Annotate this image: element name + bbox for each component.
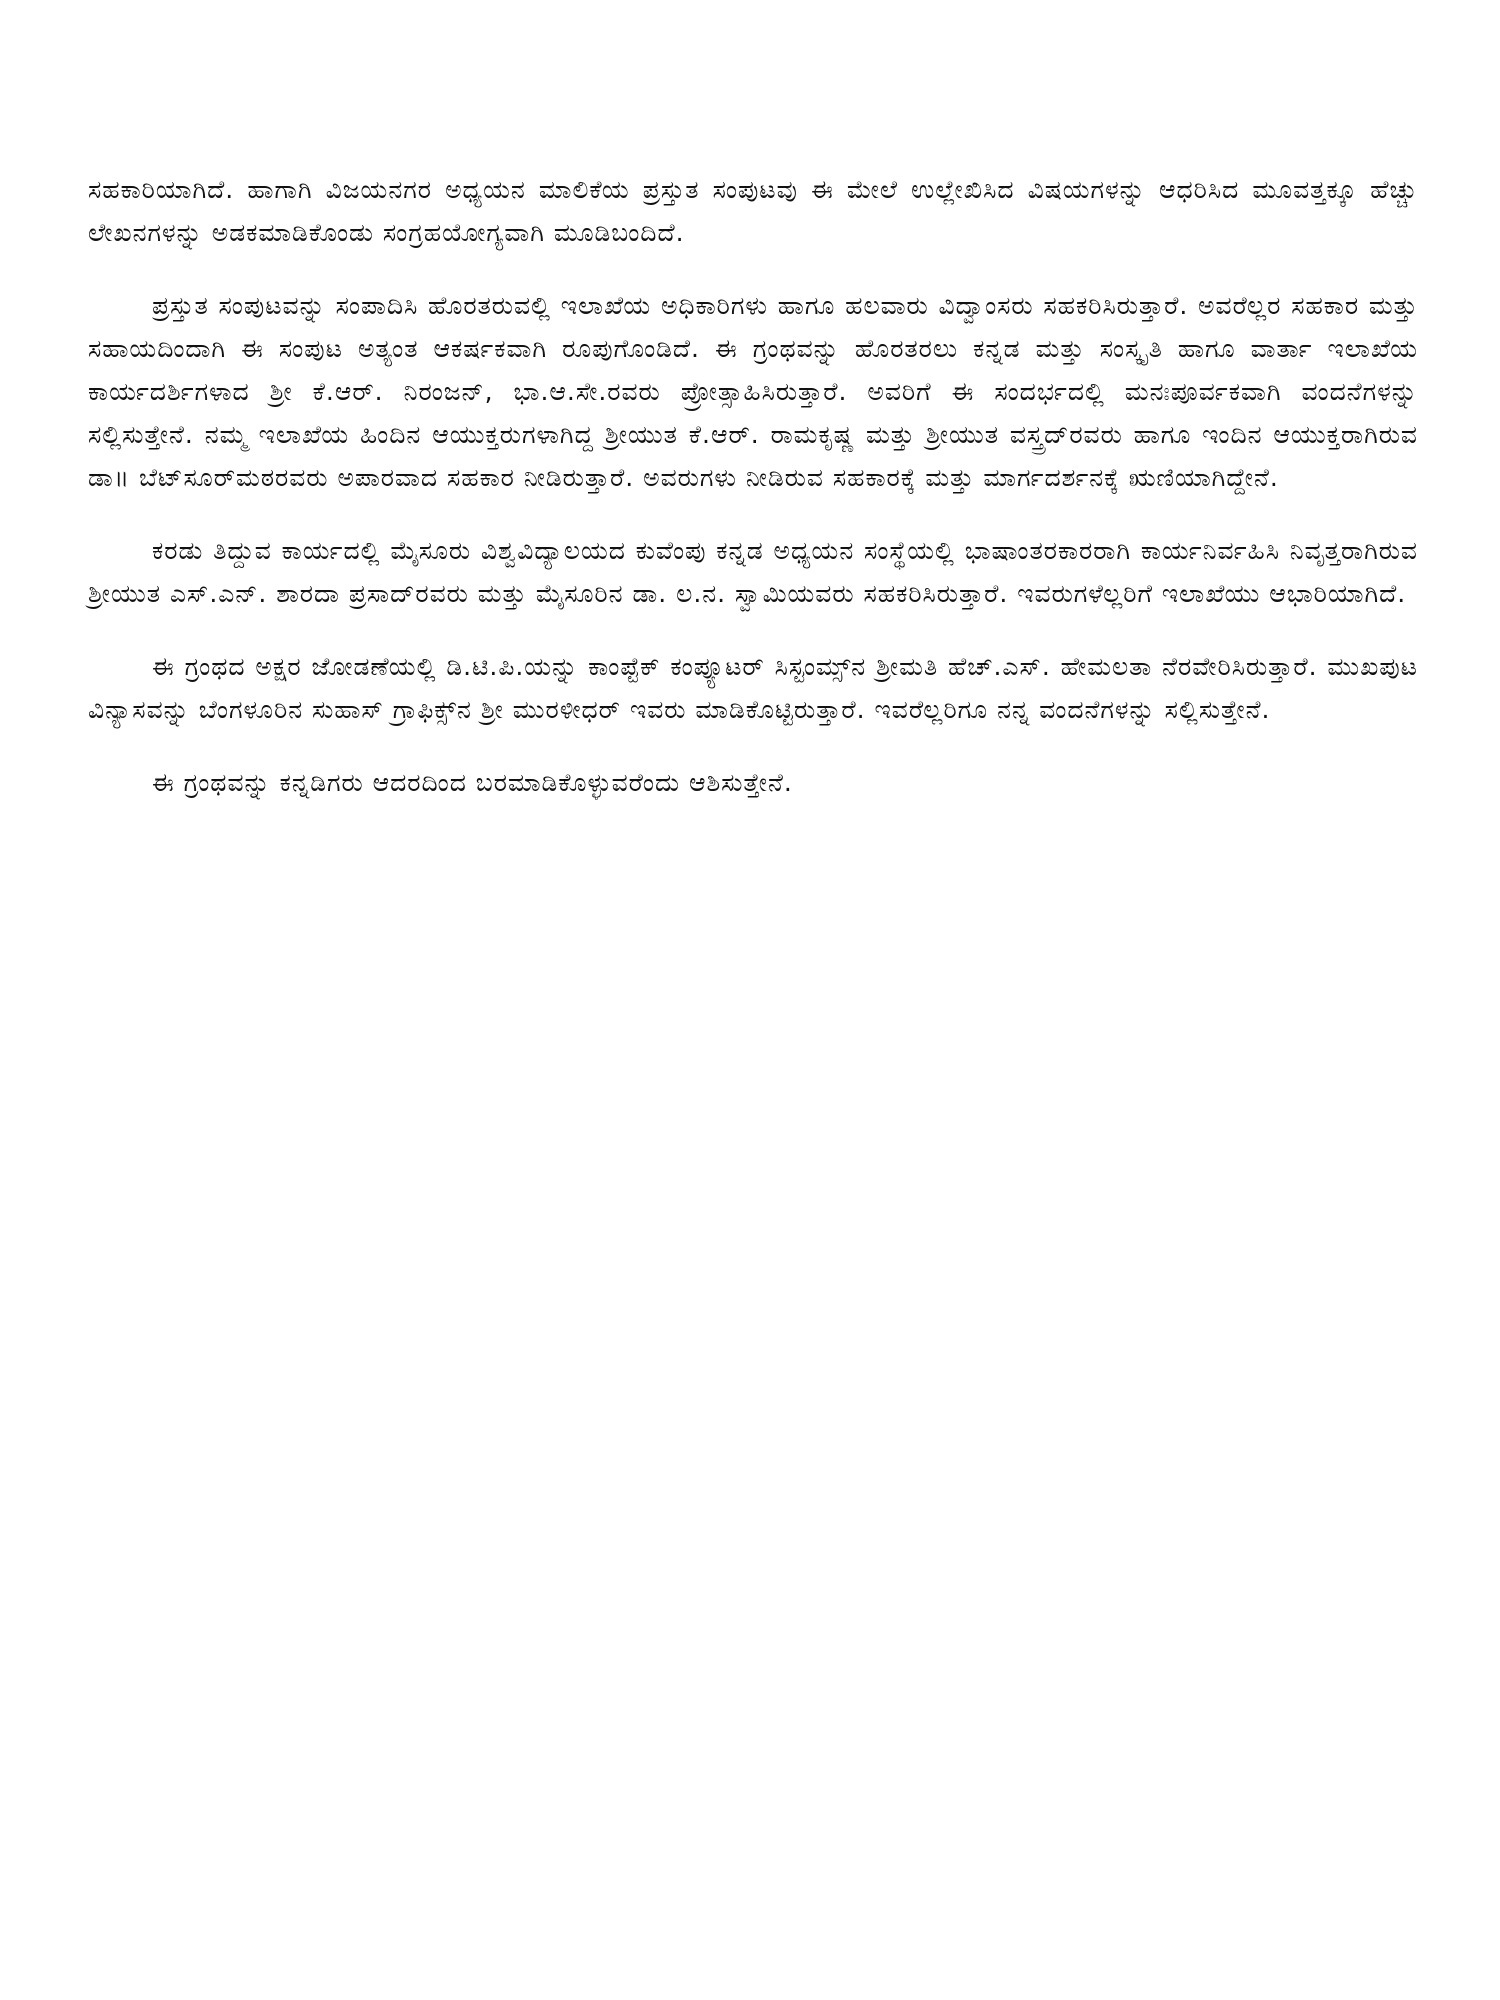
document-body: [88, 168, 1418, 834]
paragraph-5: ಈ ಗ್ರಂಥವನ್ನು ಕನ್ನಡಿಗರು ಆದರದಿಂದ ಬರಮಾಡಿಕೊಳ್ಳುವರೆಂದು ಆಶಿಸುತ್ತೇನೆ.: [152, 768, 793, 797]
paragraph-2: ಪ್ರಸ್ತುತ ಸಂಪುಟವನ್ನು ಸಂಪಾದಿಸಿ ಹೊರತರುವಲ್ಲಿ ಇಲಾಖೆಯ ಅಧಿಕಾರಿಗಳು ಹಾಗೂ ಹಲವಾರು ವಿದ್ವಾಂಸರು ಸಹಕರಿಸಿರುತ್ತಾರೆ. ಅವರೆಲ್ಲರ ಸಹಕಾರ ಮತ್ತು ಸಹಾಯದಿಂದಾಗಿ ಈ ಸಂಪುಟ ಅತ್ಯಂತ ಆಕರ್ಷಕವಾಗಿ ರೂಪುಗೊಂಡಿದೆ. ಈ ಗ್ರಂಥವನ್ನು ಹೊರತರಲು ಕನ್ನಡ ಮತ್ತು ಸಂಸ್ಕೃತಿ ಹಾಗೂ ವಾರ್ತಾ ಇಲಾಖೆಯ ಕಾರ್ಯದರ್ಶಿಗಳಾದ ಶ್ರೀ ಕೆ.ಆರ್. ನಿರಂಜನ್, ಭಾ.ಆ.ಸೇ.ರವರು ಪ್ರೋತ್ಸಾಹಿಸಿರುತ್ತಾರೆ. ಅವರಿಗೆ ಈ ಸಂದರ್ಭದಲ್ಲಿ ಮನಃಪೂರ್ವಕವಾಗಿ ವಂದನೆಗಳನ್ನು ಸಲ್ಲಿಸುತ್ತೇನೆ. ನಮ್ಮ ಇಲಾಖೆಯ ಹಿಂದಿನ ಆಯುಕ್ತರುಗಳಾಗಿದ್ದ ಶ್ರೀಯುತ ಕೆ.ಆರ್. ರಾಮಕೃಷ್ಣ ಮತ್ತು ಶ್ರೀಯುತ ವಸ್ತ್ರದ್‌ರವರು ಹಾಗೂ ಇಂದಿನ ಆಯುಕ್ತರಾಗಿರುವ ಡಾ॥ ಬೆಟ್‌ಸೂರ್‌ಮಠರವರು ಅಪಾರವಾದ ಸಹಕಾರ ನೀಡಿರುತ್ತಾರೆ. ಅವರುಗಳು ನೀಡಿರುವ ಸಹಕಾರಕ್ಕೆ ಮತ್ತು ಮಾರ್ಗದರ್ಶನಕ್ಕೆ ಋಣಿಯಾಗಿದ್ದೇನೆ.: [88, 291, 1418, 492]
paragraph-1: ಸಹಕಾರಿಯಾಗಿದೆ. ಹಾಗಾಗಿ ವಿಜಯನಗರ ಅಧ್ಯಯನ ಮಾಲಿಕೆಯ ಪ್ರಸ್ತುತ ಸಂಪುಟವು ಈ ಮೇಲೆ ಉಲ್ಲೇಖಿಸಿದ ವಿಷಯಗಳನ್ನು ಆಧರಿಸಿದ ಮೂವತ್ತಕ್ಕೂ ಹೆಚ್ಚು ಲೇಖನಗಳನ್ನು ಅಡಕಮಾಡಿಕೊಂಡು ಸಂಗ್ರಹಯೋಗ್ಯವಾಗಿ ಮೂಡಿಬಂದಿದೆ.: [88, 175, 1418, 247]
paragraph-3: ಕರಡು ತಿದ್ದುವ ಕಾರ್ಯದಲ್ಲಿ ಮೈಸೂರು ವಿಶ್ವವಿದ್ಯಾಲಯದ ಕುವೆಂಪು ಕನ್ನಡ ಅಧ್ಯಯನ ಸಂಸ್ಥೆಯಲ್ಲಿ ಭಾಷಾಂತರಕಾರರಾಗಿ ಕಾರ್ಯನಿರ್ವಹಿಸಿ ನಿವೃತ್ತರಾಗಿರುವ ಶ್ರೀಯುತ ಎಸ್.ಎನ್. ಶಾರದಾ ಪ್ರಸಾದ್‌ರವರು ಮತ್ತು ಮೈಸೂರಿನ ಡಾ. ಲ.ನ. ಸ್ವಾಮಿಯವರು ಸಹಕರಿಸಿರುತ್ತಾರೆ. ಇವರುಗಳೆಲ್ಲರಿಗೆ ಇಲಾಖೆಯು ಆಭಾರಿಯಾಗಿದೆ.: [88, 536, 1418, 608]
paragraph-4: ಈ ಗ್ರಂಥದ ಅಕ್ಷರ ಜೋಡಣೆಯಲ್ಲಿ ಡಿ.ಟಿ.ಪಿ.ಯನ್ನು ಕಾಂಪ್ಟೆಕ್ ಕಂಪ್ಯೂಟರ್ ಸಿಸ್ಟಂಮ್ಸ್‌ನ ಶ್ರೀಮತಿ ಹೆಚ್.ಎಸ್. ಹೇಮಲತಾ ನೆರವೇರಿಸಿರುತ್ತಾರೆ. ಮುಖಪುಟ ವಿನ್ಯಾಸವನ್ನು ಬೆಂಗಳೂರಿನ ಸುಹಾಸ್ ಗ್ರಾಫಿಕ್ಸ್‌ನ ಶ್ರೀ ಮುರಳೀಧರ್ ಇವರು ಮಾಡಿಕೊಟ್ಟಿರುತ್ತಾರೆ. ಇವರೆಲ್ಲರಿಗೂ ನನ್ನ ವಂದನೆಗಳನ್ನು ಸಲ್ಲಿಸುತ್ತೇನೆ.: [88, 652, 1418, 724]
